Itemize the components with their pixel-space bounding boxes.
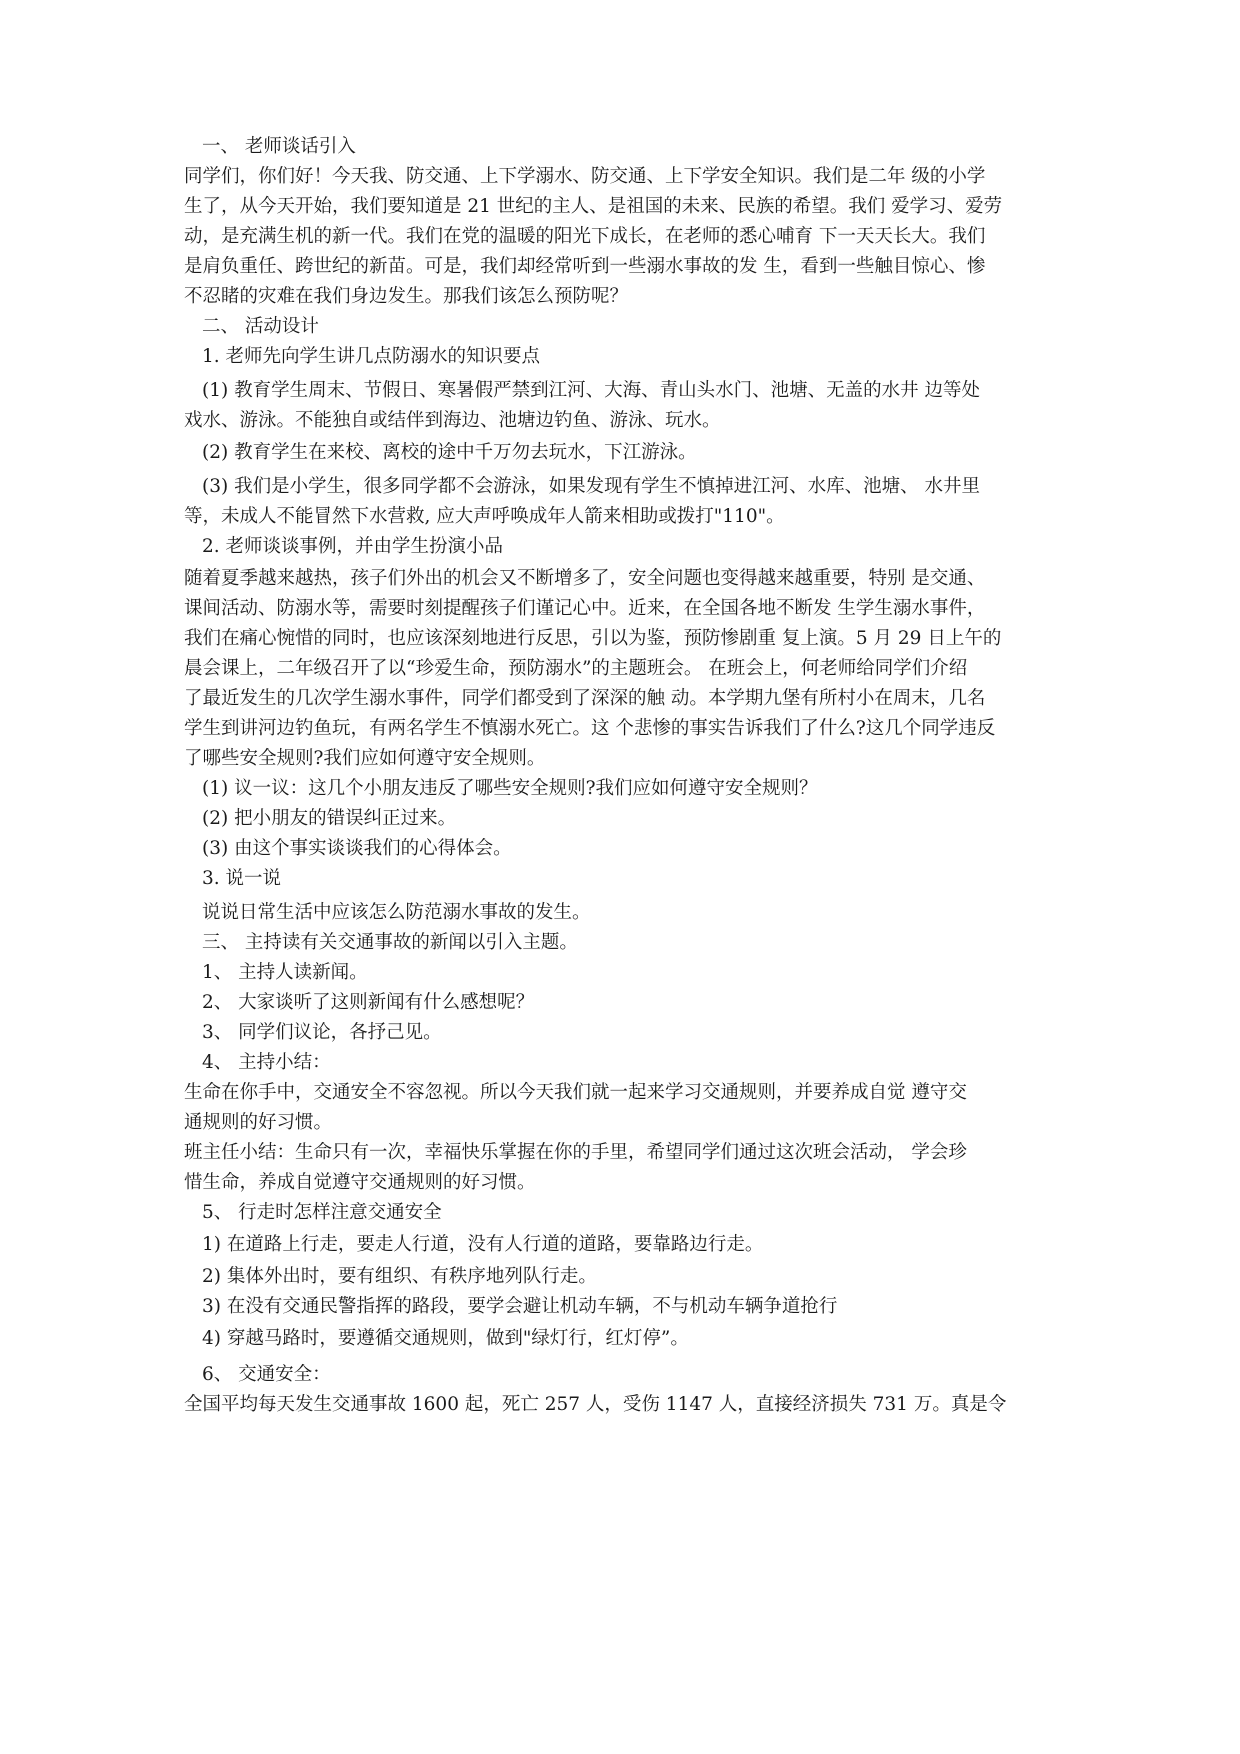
paragraph-line: 晨会课上，二年级召开了以“珍爱生命，预防溺水”的主题班会。 在班会上，何老师给同学们介绍 xyxy=(184,658,968,679)
list-item: (3) 由这个事实谈谈我们的心得体会。 xyxy=(202,838,512,859)
paragraph-line: 惜生命，养成自觉遵守交通规则的好习惯。 xyxy=(184,1172,536,1193)
list-item: 5、 行走时怎样注意交通安全 xyxy=(202,1202,442,1223)
heading-section-2: 二、 活动设计 xyxy=(202,316,319,337)
list-item-continuation: 戏水、游泳。不能独自或结伴到海边、池塘边钓鱼、游泳、玩水。 xyxy=(184,410,721,431)
paragraph-line: 动，是充满生机的新一代。我们在党的温暖的阳光下成长，在老师的悉心哺育 下一天天长大。我们 xyxy=(184,226,986,247)
list-item: 4、 主持小结： xyxy=(202,1052,331,1073)
paragraph-line: 班主任小结：生命只有一次，幸福快乐掌握在你的手里，希望同学们通过这次班会活动， 学会珍 xyxy=(184,1142,967,1163)
paragraph-line: 生了，从今天开始，我们要知道是 21 世纪的主人、是祖国的未来、民族的希望。我们 爱学习、爱劳 xyxy=(184,196,1003,217)
paragraph-line: 同学们，你们好！今天我、防交通、上下学溺水、防交通、上下学安全知识。我们是二年 级的小学 xyxy=(184,166,986,187)
list-item-continuation: 等，未成人不能冒然下水营救, 应大声呼唤成年人箭来相助或拨打"110"。 xyxy=(184,506,785,527)
list-item: 6、 交通安全： xyxy=(202,1364,331,1385)
list-item: 1、 主持人读新闻。 xyxy=(202,962,368,983)
list-item: (2) 教育学生在来校、离校的途中千万勿去玩水，下江游泳。 xyxy=(202,442,697,463)
paragraph-line: 了最近发生的几次学生溺水事件，同学们都受到了深深的触 动。本学期九堡有所村小在周末，几名 xyxy=(184,688,986,709)
paragraph-line: 生命在你手中，交通安全不容忽视。所以今天我们就一起来学习交通规则，并要养成自觉 遵守交 xyxy=(184,1082,967,1103)
subheading: 3. 说一说 xyxy=(202,868,282,889)
paragraph-line: 说说日常生活中应该怎么防范溺水事故的发生。 xyxy=(202,902,591,923)
list-item: 4) 穿越马路时，要遵循交通规则，做到"绿灯行，红灯停”。 xyxy=(202,1328,689,1349)
paragraph-line: 学生到讲河边钓鱼玩，有两名学生不慎溺水死亡。这 个悲惨的事实告诉我们了什么?这几个同学违反 xyxy=(184,718,996,739)
paragraph-line: 全国平均每天发生交通事故 1600 起，死亡 257 人，受伤 1147 人，直接经济损失 731 万。真是令 xyxy=(184,1394,1007,1415)
list-item: (1) 教育学生周末、节假日、寒暑假严禁到江河、大海、青山头水门、池塘、无盖的水井 边等处 xyxy=(202,380,980,401)
list-item: 2) 集体外出时，要有组织、有秩序地列队行走。 xyxy=(202,1266,597,1287)
list-item: 3、 同学们议论，各抒己见。 xyxy=(202,1022,442,1043)
list-item: (2) 把小朋友的错误纠正过来。 xyxy=(202,808,457,829)
subheading: 2. 老师谈谈事例，并由学生扮演小品 xyxy=(202,536,504,557)
paragraph-line: 课间活动、防溺水等，需要时刻提醒孩子们谨记心中。近来，在全国各地不断发 生学生溺水事件， xyxy=(184,598,986,619)
subheading: 1. 老师先向学生讲几点防溺水的知识要点 xyxy=(202,346,541,367)
list-item: 1) 在道路上行走，要走人行道，没有人行道的道路，要靠路边行走。 xyxy=(202,1234,764,1255)
list-item: (3) 我们是小学生，很多同学都不会游泳，如果发现有学生不慎掉进江河、水库、池塘、 水井里 xyxy=(202,476,980,497)
paragraph-line: 不忍睹的灾难在我们身边发生。那我们该怎么预防呢？ xyxy=(184,286,629,307)
heading-section-3: 三、 主持读有关交通事故的新闻以引入主题。 xyxy=(202,932,578,953)
paragraph-line: 随着夏季越来越热，孩子们外出的机会又不断增多了，安全问题也变得越来越重要，特别 是交通、 xyxy=(184,568,986,589)
paragraph-line: 通规则的好习惯。 xyxy=(184,1112,333,1133)
list-item: (1) 议一议：这几个小朋友违反了哪些安全规则?我们应如何遵守安全规则？ xyxy=(202,778,818,799)
list-item: 3) 在没有交通民警指挥的路段，要学会避让机动车辆，不与机动车辆争道抢行 xyxy=(202,1296,838,1317)
paragraph-line: 我们在痛心惋惜的同时，也应该深刻地进行反思，引以为鉴，预防惨剧重 复上演。5 月 29 日上午的 xyxy=(184,628,1002,649)
paragraph-line: 是肩负重任、跨世纪的新苗。可是，我们却经常听到一些溺水事故的发 生，看到一些触目惊心、惨 xyxy=(184,256,986,277)
heading-section-1: 一、 老师谈话引入 xyxy=(202,136,356,157)
list-item: 2、 大家谈听了这则新闻有什么感想呢？ xyxy=(202,992,535,1013)
paragraph-line: 了哪些安全规则?我们应如何遵守安全规则。 xyxy=(184,748,546,769)
